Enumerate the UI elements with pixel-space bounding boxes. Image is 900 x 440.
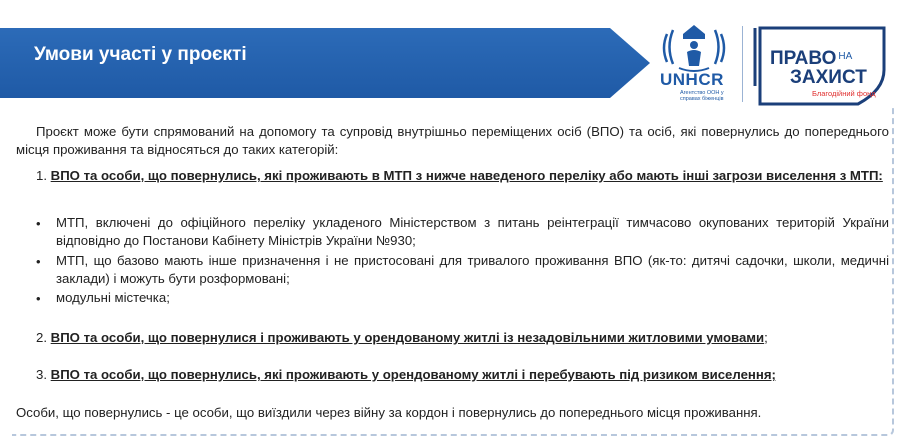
bullet-icon: • — [36, 216, 41, 231]
unhcr-subtitle: Агентство ООН у справах біженців — [680, 90, 724, 102]
bullet-item-2: МТП, що базово мають інше призначення і не пристосовані для тривалого проживання ВПО (як-то: дитячі садочки, школи, медичні заклади) і можуть бути розформовані; — [56, 253, 889, 286]
bullet-icon: • — [36, 254, 41, 269]
pravo-subtitle: Благодійний фонд — [812, 89, 876, 98]
item-3-number: 3. — [36, 367, 47, 382]
pravo-logo-line2: ЗАХИСТ — [790, 67, 867, 88]
bullet-item-3: модульні містечка; — [56, 290, 170, 305]
item-1 — [16, 167, 889, 185]
unhcr-wordmark: UNHCR — [660, 70, 724, 89]
item-3 — [36, 366, 889, 384]
bullet-item-1: МТП, включені до офіційного переліку укладеного Міністерством з питань реінтеграції тимчасово окупованих територій України відповідно до Постанови Кабінету Міністрів України №930; — [56, 215, 889, 248]
bullet-icon: • — [36, 291, 41, 306]
item-3-text: ВПО та особи, що повернулись, які проживають у орендованому житлі і перебувають під ризиком виселення; — [50, 367, 776, 382]
intro-paragraph: Проєкт може бути спрямований на допомогу та супровід внутрішньо переміщених осіб (ВПО) та осіб, які повернулись до попереднього місця проживання та відносяться до таких категорій: — [16, 124, 889, 157]
item-1-number: 1. — [36, 168, 47, 183]
item-2 — [36, 329, 889, 347]
footnote: Особи, що повернулись - це особи, що виїздили через війну за кордон і повернулись до попереднього місця проживання. — [16, 405, 762, 420]
item-2-text: ВПО та особи, що повернулися і проживають у орендованому житлі із незадовільними житловими умовами — [50, 330, 765, 345]
page-title: Умови участі у проєкті — [34, 44, 247, 65]
pravo-na-word: НА — [838, 51, 853, 62]
pravo-word: ПРАВО — [770, 48, 837, 69]
item-2-number: 2. — [36, 330, 47, 345]
item-2-tail: ; — [764, 330, 768, 345]
item-1-text: ВПО та особи, що повернулись, які проживають в МТП з нижче наведеного переліку або мають інші загрози виселення з МТП: — [50, 168, 883, 183]
logo-divider — [742, 26, 743, 102]
